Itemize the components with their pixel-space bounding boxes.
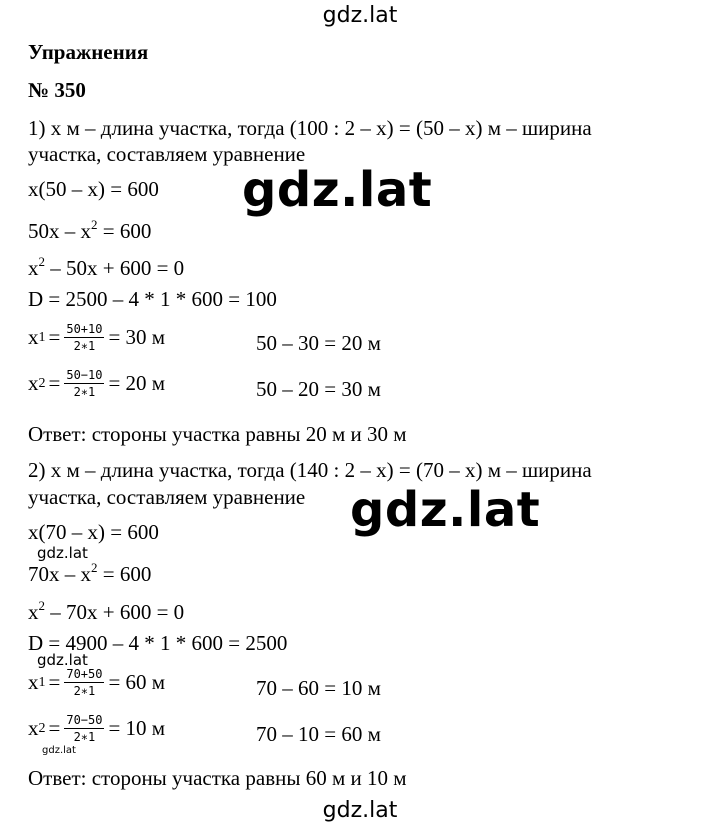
part1-eq3-exponent: 2: [38, 254, 45, 269]
part2-eq3-var: x: [28, 600, 39, 624]
root-subscript: 1: [38, 674, 46, 690]
part1-eq2-exponent: 2: [91, 217, 98, 232]
part2-eq3-exponent: 2: [38, 598, 45, 613]
watermark-large-1: gdz.lat: [242, 162, 433, 218]
part2-equation-1: x(70 – x) = 600: [28, 520, 159, 544]
root-fraction: [64, 667, 104, 698]
part2-eq3-right: – 70x + 600 = 0: [45, 600, 185, 624]
part1-check-2: 50 – 20 = 30 м: [256, 377, 381, 401]
fraction-numerator: 50+10: [66, 322, 103, 336]
root-equals: =: [48, 670, 61, 694]
part2-intro-line2: участка, составляем уравнение: [28, 485, 306, 509]
root-fraction: [64, 713, 104, 744]
root-subscript: 2: [38, 375, 46, 391]
watermark-tiny: gdz.lat: [42, 745, 76, 756]
part2-equation-3: [28, 594, 184, 624]
part2-discriminant: D = 4900 – 4 * 1 * 600 = 2500: [28, 631, 288, 655]
part1-discriminant: D = 2500 – 4 * 1 * 600 = 100: [28, 287, 277, 311]
fraction-numerator: 50−10: [66, 368, 103, 382]
root-var: x: [28, 371, 39, 395]
part1-check-1: 50 – 30 = 20 м: [256, 331, 381, 355]
root-equals: =: [48, 716, 61, 740]
part1-root-2: [28, 368, 165, 399]
exercise-number: № 350: [28, 78, 86, 102]
root-var: x: [28, 325, 39, 349]
root-result: = 60 м: [108, 670, 166, 694]
part1-equation-3: [28, 250, 184, 280]
watermark-small-1: gdz.lat: [37, 544, 88, 562]
watermark-large-2: gdz.lat: [350, 482, 541, 538]
part1-root-1: [28, 322, 165, 353]
root-equals: =: [48, 371, 61, 395]
root-subscript: 2: [38, 720, 46, 736]
part1-eq3-var: x: [28, 256, 39, 280]
part2-eq2-left: 70x – x: [28, 562, 91, 586]
root-equals: =: [48, 325, 61, 349]
part1-eq2-right: = 600: [97, 219, 152, 243]
part2-equation-2: [28, 556, 151, 586]
fraction-denominator: 2∗1: [73, 730, 96, 744]
part1-equation-2: [28, 213, 151, 243]
watermark-small-2: gdz.lat: [37, 651, 88, 669]
part1-equation-1: x(50 – x) = 600: [28, 177, 159, 201]
part2-answer: Ответ: стороны участка равны 60 м и 10 м: [28, 766, 407, 790]
part2-check-1: 70 – 60 = 10 м: [256, 676, 381, 700]
root-var: x: [28, 670, 39, 694]
part2-root-1: [28, 667, 165, 698]
root-result: = 30 м: [108, 325, 166, 349]
part1-intro-line1: 1) x м – длина участка, тогда (100 : 2 – x) = (50 – x) м – ширина: [28, 116, 592, 140]
fraction-denominator: 2∗1: [73, 385, 96, 399]
root-result: = 20 м: [108, 371, 166, 395]
fraction-numerator: 70+50: [66, 667, 103, 681]
root-var: x: [28, 716, 39, 740]
fraction-numerator: 70−50: [66, 713, 103, 727]
part2-check-2: 70 – 10 = 60 м: [256, 722, 381, 746]
part1-answer: Ответ: стороны участка равны 20 м и 30 м: [28, 422, 407, 446]
root-subscript: 1: [38, 329, 46, 345]
fraction-denominator: 2∗1: [73, 339, 96, 353]
root-fraction: [64, 322, 104, 353]
root-result: = 10 м: [108, 716, 166, 740]
part2-root-2: [28, 713, 165, 744]
part2-eq2-right: = 600: [97, 562, 152, 586]
part1-eq3-right: – 50x + 600 = 0: [45, 256, 185, 280]
root-fraction: [64, 368, 104, 399]
part1-eq2-left: 50x – x: [28, 219, 91, 243]
watermark-top: gdz.lat: [322, 3, 398, 28]
part2-intro-line1: 2) x м – длина участка, тогда (140 : 2 – x) = (70 – x) м – ширина: [28, 458, 592, 482]
fraction-denominator: 2∗1: [73, 684, 96, 698]
part2-eq2-exponent: 2: [91, 560, 98, 575]
section-title: Упражнения: [28, 40, 149, 64]
watermark-bottom: gdz.lat: [322, 798, 398, 823]
part1-intro-line2: участка, составляем уравнение: [28, 142, 306, 166]
